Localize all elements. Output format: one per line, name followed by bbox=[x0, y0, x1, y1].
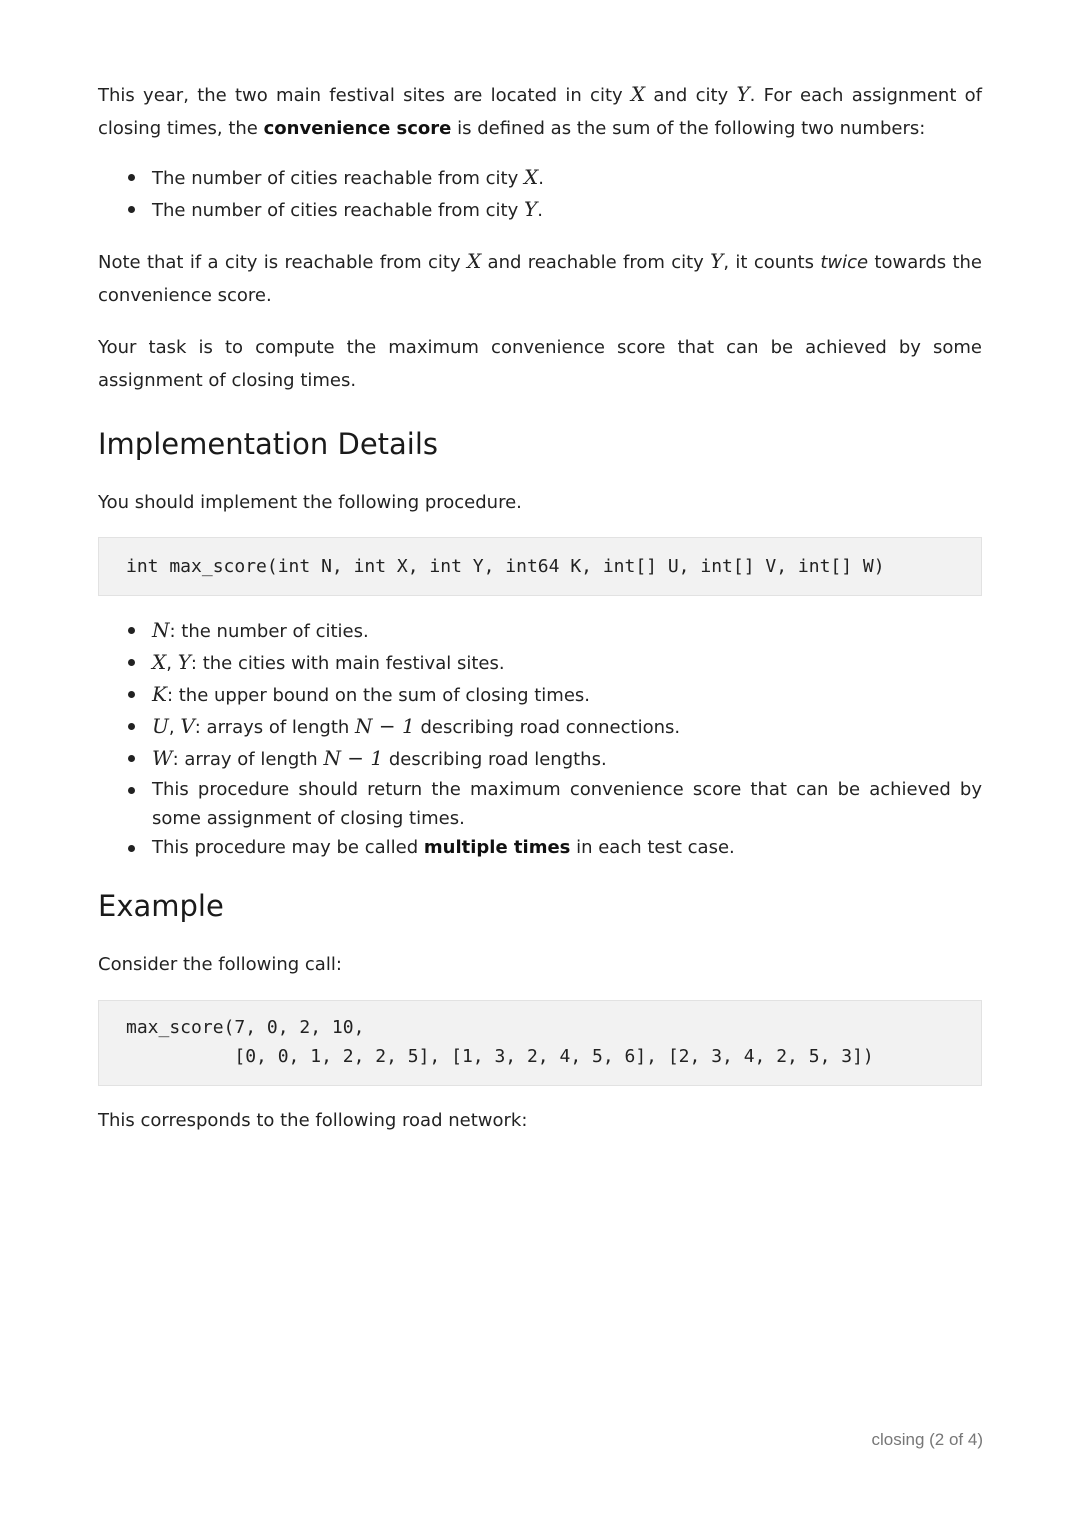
emphasis-twice: twice bbox=[820, 252, 869, 273]
list-item-multiple-calls: This procedure may be called multiple times in each test case. bbox=[98, 833, 982, 863]
implementation-heading: Implementation Details bbox=[98, 427, 439, 461]
example-lead: Consider the following call: bbox=[98, 954, 342, 975]
list-item: The number of cities reachable from city X. bbox=[98, 162, 982, 194]
term-convenience-score: convenience score bbox=[263, 118, 452, 139]
parameters-list bbox=[98, 615, 982, 863]
example-code-line-1: max_score(7, 0, 2, 10, bbox=[126, 1017, 365, 1038]
list-item-return: This procedure should return the maximum convenience score that can be achieved by some assignment of closing times. bbox=[98, 775, 982, 833]
math-y: Y bbox=[736, 82, 750, 106]
signature-code: int max_score(int N, int X, int Y, int64 K, int[] U, int[] V, int[] W) bbox=[126, 556, 885, 577]
list-item-param-xy: X, Y: the cities with main festival sites. bbox=[98, 647, 982, 679]
task-paragraph: Your task is to compute the maximum convenience score that can be achieved by some assignment of closing times. bbox=[98, 337, 982, 391]
implementation-lead: You should implement the following procedure. bbox=[98, 492, 522, 513]
signature-code-block bbox=[98, 537, 982, 596]
example-after: This corresponds to the following road network: bbox=[98, 1110, 528, 1131]
page-footer: closing (2 of 4) bbox=[871, 1430, 983, 1449]
list-item-param-w: W: array of length N − 1 describing road lengths. bbox=[98, 743, 982, 775]
document-page bbox=[98, 78, 982, 1137]
math-x: X bbox=[630, 82, 646, 106]
note-paragraph: Note that if a city is reachable from city X and reachable from city Y, it counts twice towards the convenience score. bbox=[98, 249, 982, 306]
score-components-list bbox=[98, 162, 982, 226]
list-item-param-k: K: the upper bound on the sum of closing times. bbox=[98, 679, 982, 711]
example-code-line-2: [0, 0, 1, 2, 2, 5], [1, 3, 2, 4, 5, 6], [2, 3, 4, 2, 5, 3]) bbox=[126, 1046, 874, 1067]
list-item-param-n: N: the number of cities. bbox=[98, 615, 982, 647]
list-item: The number of cities reachable from city Y. bbox=[98, 194, 982, 226]
example-heading: Example bbox=[98, 889, 224, 923]
intro-paragraph: This year, the two main festival sites are located in city X and city Y. For each assignment of closing times, the convenience score is defined as the sum of the following two numbers: bbox=[98, 82, 982, 139]
list-item-param-uv: U, V: arrays of length N − 1 describing road connections. bbox=[98, 711, 982, 743]
example-code-block bbox=[98, 1000, 982, 1086]
